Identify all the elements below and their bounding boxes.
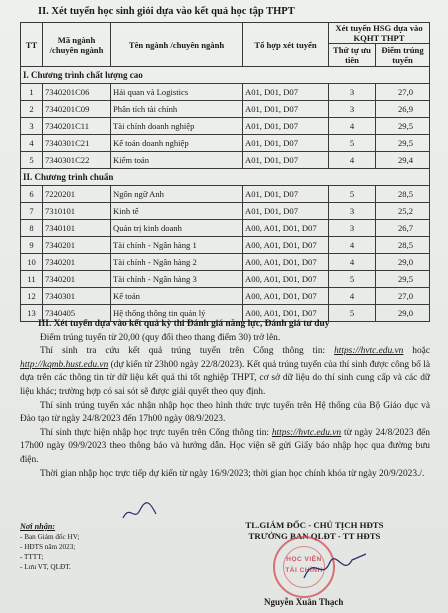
section-3-title: III. Xét tuyển dựa vào kết quả kỳ thi Đánh giá năng lực, Đánh giá tư duy: [38, 319, 330, 329]
cell-code: 7340201C11: [43, 118, 111, 135]
section-3-body: [20, 318, 430, 481]
signer-name: Nguyễn Xuân Thạch: [264, 597, 344, 607]
paragraph-text: hoặc: [403, 346, 430, 357]
cell-code: 7340101: [43, 220, 111, 237]
signature: [300, 548, 370, 588]
cell-tt: 12: [21, 288, 43, 305]
header-score: Điểm trúng tuyển: [376, 44, 430, 67]
cell-combo: A00, A01, D01, D07: [243, 254, 329, 271]
cell-combo: A01, D01, D07: [243, 101, 329, 118]
paragraph-online-enrollment: [20, 427, 430, 468]
cell-priority: 3: [329, 220, 376, 237]
cell-score: 28,5: [376, 237, 430, 254]
admission-scores-table: [20, 22, 430, 322]
cell-priority: 3: [329, 101, 376, 118]
table-row: [21, 186, 430, 203]
group-row-standard: [21, 169, 430, 186]
cell-priority: 3: [329, 203, 376, 220]
cell-combo: A01, D01, D07: [243, 152, 329, 169]
header-combo: Tổ hợp xét tuyển: [243, 23, 329, 67]
cell-tt: 2: [21, 101, 43, 118]
cell-priority: 5: [329, 186, 376, 203]
cell-combo: A00, A01, D01, D07: [243, 271, 329, 288]
cell-code: 7220201: [43, 186, 111, 203]
cell-name: Kế toán: [111, 288, 243, 305]
cell-tt: 10: [21, 254, 43, 271]
cell-priority: 5: [329, 271, 376, 288]
cell-name: Kế toán doanh nghiệp: [111, 135, 243, 152]
table-row: [21, 288, 430, 305]
table-row: [21, 254, 430, 271]
cell-combo: A01, D01, D07: [243, 118, 329, 135]
cell-combo: A01, D01, D07: [243, 186, 329, 203]
cell-priority: 4: [329, 254, 376, 271]
cell-tt: 13: [21, 305, 43, 322]
cell-score: 29,4: [376, 152, 430, 169]
signature-title-line-2: TRƯỞNG BAN QLĐT - TT HĐTS: [248, 531, 381, 541]
cell-name: Tài chính doanh nghiệp: [111, 118, 243, 135]
table-header-row: [21, 23, 430, 44]
header-tt: TT: [21, 23, 43, 67]
cell-priority: 4: [329, 118, 376, 135]
cell-code: 7340201: [43, 254, 111, 271]
paragraph-text: từ ngày 24/8/2023 đến 17h00 ngày 09/9/2023 theo thông báo và hướng dẫn. Học viện sẽ gửi Giấy báo nhập học qua đường bưu điện.: [20, 427, 430, 465]
recipient-item: - HĐTS năm 2023;: [20, 543, 76, 551]
cell-score: 29,0: [376, 254, 430, 271]
cell-name: Tài chính - Ngân hàng 2: [111, 254, 243, 271]
table-row: [21, 220, 430, 237]
cell-name: Tài chính - Ngân hàng 3: [111, 271, 243, 288]
signature-title-line-1: TL.GIÁM ĐỐC - CHỦ TỊCH HĐTS: [245, 520, 384, 530]
cell-combo: A01, D01, D07: [243, 84, 329, 101]
recipient-item: - Lưu VT, QLĐT.: [20, 563, 71, 571]
stamp-text: HỌC VIỆN: [286, 556, 322, 563]
portal-link[interactable]: https://hvtc.edu.vn: [334, 346, 404, 357]
recipient-item: - Ban Giám đốc HV;: [20, 533, 80, 541]
cell-tt: 1: [21, 84, 43, 101]
cell-priority: 4: [329, 237, 376, 254]
cell-tt: 4: [21, 135, 43, 152]
cell-combo: A00, A01, D01, D07: [243, 305, 329, 322]
table-row: [21, 237, 430, 254]
cell-priority: 5: [329, 305, 376, 322]
table-row: [21, 135, 430, 152]
rows-standard: [21, 186, 430, 322]
cell-priority: 3: [329, 84, 376, 101]
cell-score: 29,5: [376, 135, 430, 152]
cell-code: 7340301C21: [43, 135, 111, 152]
paragraph-lookup: [20, 345, 430, 399]
group-label: I. Chương trình chất lượng cao: [21, 67, 430, 84]
cell-score: 29,0: [376, 305, 430, 322]
cell-combo: A00, A01, D01, D07: [243, 288, 329, 305]
cell-name: Tài chính - Ngân hàng 1: [111, 237, 243, 254]
paragraph-score-threshold: Điểm trúng tuyển từ 20,00 (quy đổi theo thang điểm 30) trở lên.: [40, 332, 281, 343]
cell-priority: 4: [329, 152, 376, 169]
cell-code: 7340201: [43, 271, 111, 288]
paragraph-text: (dự kiến từ 23h00 ngày 22/8/2023). Kết quả trúng tuyển của thí sinh được công bố là dựa trên các thông tin từ dữ liệu kết quả thi tốt nghiệp THPT, cơ sở dữ liệu do thí sinh cung cấp và các dữ liệu khác; trường hợp có sai sót sẽ được giải quyết theo quy định.: [20, 359, 430, 397]
cell-name: Phân tích tài chính: [111, 101, 243, 118]
cell-name: Quản trị kinh doanh: [111, 220, 243, 237]
table-row: [21, 84, 430, 101]
table-row: [21, 152, 430, 169]
cell-code: 7340405: [43, 305, 111, 322]
cell-code: 7340201C09: [43, 101, 111, 118]
rows-high-quality: [21, 84, 430, 169]
cell-name: Ngôn ngữ Anh: [111, 186, 243, 203]
cell-score: 27,0: [376, 84, 430, 101]
table-row: [21, 101, 430, 118]
initial-signature: [120, 500, 160, 524]
cell-combo: A00, A01, D01, D07: [243, 220, 329, 237]
cell-tt: 9: [21, 237, 43, 254]
cell-score: 29,5: [376, 118, 430, 135]
enrollment-portal-link[interactable]: https://hvtc.edu.vn: [271, 427, 342, 438]
cell-score: 26,9: [376, 101, 430, 118]
cell-name: Kinh tế: [111, 203, 243, 220]
cell-name: Hải quan và Logistics: [111, 84, 243, 101]
paragraph-text: Thí sinh thực hiện nhập học trực tuyến trên Cổng thông tin:: [40, 427, 272, 438]
cell-combo: A00, A01, D01, D07: [243, 237, 329, 254]
paragraph-confirmation: Thí sinh trúng tuyển xác nhận nhập học theo hình thức trực tuyến trên Hệ thống của Bộ Giáo dục và Đào tạo từ ngày 24/8/2023 đến 17h00 ngày 08/9/2023.: [20, 400, 430, 425]
cell-code: 7340301: [43, 288, 111, 305]
cell-code: 7340201: [43, 237, 111, 254]
cell-name: Hệ thống thông tin quản lý: [111, 305, 243, 322]
cell-score: 27,0: [376, 288, 430, 305]
cell-combo: A01, D01, D07: [243, 135, 329, 152]
cell-score: 25,2: [376, 203, 430, 220]
header-name: Tên ngành /chuyên ngành: [111, 23, 243, 67]
table-row: [21, 271, 430, 288]
table-row: [21, 203, 430, 220]
cell-priority: 4: [329, 288, 376, 305]
cell-tt: 6: [21, 186, 43, 203]
cell-tt: 8: [21, 220, 43, 237]
cell-tt: 7: [21, 203, 43, 220]
group-label: II. Chương trình chuẩn: [21, 169, 430, 186]
stamp-text: TÀI CHÍNH: [285, 567, 323, 574]
table-row: [21, 118, 430, 135]
header-code: Mã ngành /chuyên ngành: [43, 23, 111, 67]
cell-tt: 3: [21, 118, 43, 135]
cell-name: Kiểm toán: [111, 152, 243, 169]
recipients-heading: Nơi nhận:: [20, 522, 56, 531]
cell-score: 28,5: [376, 186, 430, 203]
cell-code: 7310101: [43, 203, 111, 220]
cell-tt: 11: [21, 271, 43, 288]
section-2-title: II. Xét tuyển học sinh giỏi dựa vào kết quả học tập THPT: [38, 6, 295, 17]
paragraph-text: Thí sinh tra cứu kết quả trúng tuyển trên Cổng thông tin:: [40, 346, 335, 357]
cell-code: 7340301C22: [43, 152, 111, 169]
recipient-item: - TTTT;: [20, 553, 44, 561]
recipients-block: [20, 522, 170, 572]
header-priority: Thứ tự ưu tiên: [329, 44, 376, 67]
cell-combo: A01, D01, D07: [243, 203, 329, 220]
cell-code: 7340201C06: [43, 84, 111, 101]
cell-tt: 5: [21, 152, 43, 169]
paragraph-schedule: Thời gian nhập học trực tiếp dự kiến từ ngày 16/9/2023; thời gian học chính khóa từ ngày 20/9/2023./.: [40, 468, 425, 479]
cell-priority: 5: [329, 135, 376, 152]
group-row-high-quality: [21, 67, 430, 84]
cell-score: 29,5: [376, 271, 430, 288]
header-hsg: Xét tuyển HSG dựa vào KQHT THPT: [329, 23, 430, 44]
cell-score: 26,7: [376, 220, 430, 237]
hust-result-link[interactable]: http://kqmb.hust.edu.vn: [20, 359, 109, 370]
